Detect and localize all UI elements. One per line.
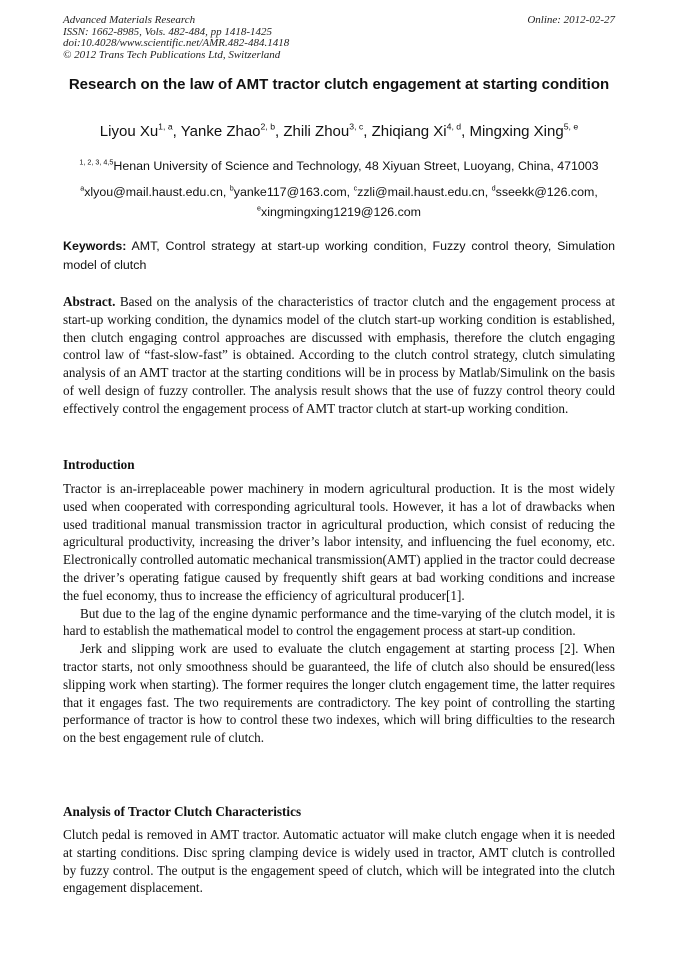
online-date: Online: 2012-02-27 [527, 14, 615, 26]
author-list: Liyou Xu$^{1, a}$, Yanke Zhao$^{2, b}$, Zhili Zhou$^{3, c}$, Zhiqiang Xi$^{4, d}$, Mingxing Xing$^{5, e}$ [99, 121, 579, 140]
author-sup: 2, b [260, 121, 276, 132]
paragraph: But due to the lag of the engine dynamic performance and the time-varying of the clutch model, it is hard to establish the mathematical model to control the engagement process at start-up condition. [63, 605, 615, 639]
keywords-label: Keywords: [63, 239, 127, 253]
email-sup: d [491, 183, 496, 193]
introduction-body [63, 480, 615, 747]
analysis-body [63, 826, 615, 897]
email-sup: e [257, 203, 261, 213]
author-name: Liyou Xu [99, 123, 159, 140]
author-sup: 4, d [446, 121, 462, 132]
email-sup: a [80, 183, 85, 193]
email-line [63, 202, 615, 222]
copyright-line: © 2012 Trans Tech Publications Ltd, Switzerland [63, 48, 281, 61]
keywords-block [63, 237, 615, 275]
email-sup: c [353, 183, 358, 193]
doi-line[interactable]: doi:10.4028/www.scientific.net/AMR.482-484.1418 [63, 37, 290, 49]
author-name: Zhili Zhou [283, 123, 350, 140]
keywords-text: AMT, Control strategy at start-up working condition, Fuzzy control theory, Simulation model of clutch [63, 239, 615, 272]
journal-header [63, 15, 483, 61]
paragraph: Jerk and slipping work are used to evaluate the clutch engagement at starting process [2]. When tractor starts, not only smoothness should be guaranteed, the life of clutch also should be ensured(less slipping work when starting). The former requires the longer clutch engagement time, the latter requires that it engages fast. The two requirements are contradictory. The key point of controlling the starting performance of tractor is how to control these two indexes, which will bring difficulties to the research on the best engagement rule of clutch. [63, 641, 615, 746]
journal-name: Advanced Materials Research [63, 14, 196, 26]
email-link[interactable]: xingmingxing1219@126.com [261, 205, 421, 219]
abstract-label: Abstract. [63, 294, 116, 309]
author-sup: 1, a [158, 121, 173, 132]
author-name: Mingxing Xing [469, 123, 564, 140]
introduction-heading: Introduction [63, 457, 135, 472]
email-link[interactable]: yanke117@163.com [233, 185, 347, 199]
email-link[interactable]: xlyou@mail.haust.edu.cn [84, 185, 223, 199]
abstract-text: Based on the analysis of the characteristics of tractor clutch and the engagement process at start-up working condition, the dynamics model of the clutch start-up working condition is established, then clutch engaging control approaches are discussed with emphasis, therefore the clutch engaging control law of “fast-slow-fast” is obtained. According to the clutch control strategy, clutch simulating analysis of an AMT tractor at the starting conditions will be in process by Matlab/Simulink on the basis of well design of fuzzy controller. The analysis result shows that the use of fuzzy control theory could effectively control the engagement process of AMT tractor clutch at start-up working condition. [63, 294, 616, 416]
paper-title: Research on the law of AMT tractor clutch engagement at starting condition [68, 76, 610, 93]
affiliation-sup: 1, 2, 3, 4,5 [79, 157, 114, 167]
email-sup: b [229, 183, 234, 193]
paragraph: Clutch pedal is removed in AMT tractor. Automatic actuator will make clutch engage when it is needed at starting conditions. Disc spring clamping device is widely used in tractor, AMT clutch is controlled by fuzzy control. The output is the engagement speed of clutch, which will be integrated into the clutch engagement displacement. [63, 827, 615, 896]
email-link[interactable]: zzli@mail.haust.edu.cn [357, 185, 485, 199]
email-line: $^a$xlyou@mail.haust.edu.cn, $^b$yanke117@163.com, $^c$zzli@mail.haust.edu.cn, $^d$sseekk@126.com, [80, 183, 598, 199]
abstract-block [63, 293, 615, 418]
issn-line: ISSN: 1662-8985, Vols. 482-484, pp 1418-1425 [63, 25, 272, 38]
email-link[interactable]: sseekk@126.com [495, 185, 595, 199]
analysis-heading: Analysis of Tractor Clutch Characteristics [63, 804, 302, 819]
affiliation [63, 158, 615, 174]
paragraph: Tractor is an-irreplaceable power machinery in modern agricultural production. It is the most widely used when cooperated with corresponding agricultural tools. However, it has a lot of drawbacks when used traditional manual transmission tractor in agricultural production, which consist of reducing the agricultural productivity, increasing the driver’s labor intensity, and influencing the fuel economy, etc. Electronically controlled automatic mechanical transmission(AMT) applied in the tractor could decrease the driver’s operating fatigue caused by frequently shift gears at bad working conditions and increase the fuel economy, thus to increase the efficiency of agricultural producer[1]. [63, 481, 615, 603]
author-name: Yanke Zhao [180, 123, 261, 140]
author-sup: 5, e [563, 121, 579, 132]
author-name: Zhiqiang Xi [371, 123, 447, 140]
author-sup: 3, c [349, 121, 364, 132]
affiliation-text: Henan University of Science and Technology, 48 Xiyuan Street, Luoyang, China, 471003 [113, 159, 599, 173]
email-list [63, 182, 615, 222]
